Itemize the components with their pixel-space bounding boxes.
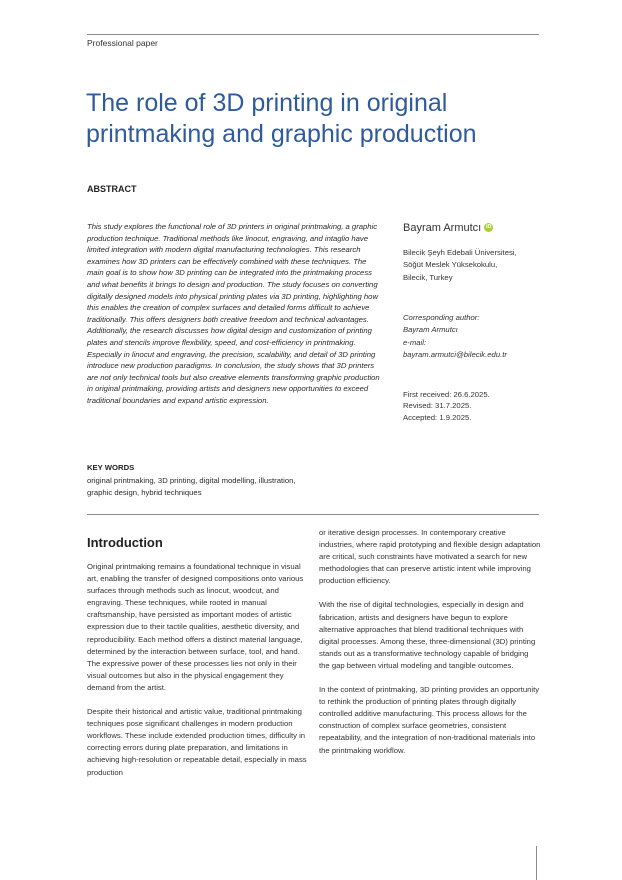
body-paragraph: With the rise of digital technologies, especially in design and fabrication, artists and designers have begun to explore alternative approaches that blend traditional techniques with digital processes. Among these, three-dimensional (3D) printing stands out as a transformative technology capable of bridging the gap between virtual modeling and tangible outcomes. — [319, 600, 536, 670]
section-divider — [87, 514, 539, 515]
date-revised: Revised: 31.7.2025. — [403, 401, 472, 411]
paper-type-label: Professional paper — [87, 38, 158, 48]
keywords-heading: KEY WORDS — [87, 463, 135, 472]
corresponding-author — [403, 312, 553, 362]
submission-dates — [403, 389, 553, 423]
email-link[interactable]: bayram.armutci@bilecik.edu.tr — [403, 350, 507, 360]
paper-title: The role of 3D printing in original printmaking and graphic production — [86, 89, 477, 148]
affiliation-line: Bilecik, Turkey — [403, 272, 453, 282]
affiliation-line: Bilecik Şeyh Edebali Üniversitesi, — [403, 248, 517, 257]
body-column-right — [319, 527, 541, 769]
corresponding-name: Bayram Armutcı — [403, 325, 458, 335]
body-paragraph: or iterative design processes. In contemporary creative industries, where rapid prototyping and flexible design adaptation are critical, such constraints have motivated a search for new methodologies that can preserve artistic intent while improving production efficiency. — [319, 528, 541, 586]
abstract-text: This study explores the functional role of 3D printers in original printmaking, a graphic production technique. Traditional methods like linocut, engraving, and intaglio have limited integration with modern digital manufacturing technologies. This research examines how 3D printers can be effectively combined with these techniques. The main goal is to show how 3D printing can be integrated into the printmaking process and what benefits it brings to design and production. The study focuses on converting digitally designed models into physical printing plates via 3D printing, highlighting how this enables the creation of complex surfaces and detailed forms difficult to achieve traditionally. This offers designers both creative freedom and technical advantages. Additionally, the research discusses how digital design and customization of printing plates and stencils improve flexibility, speed, and cost-efficiency in printmaking. Especially in linocut and engraving, the precision, scalability, and detail of 3D printing introduce new production paradigms. In conclusion, the study shows that 3D printers are not only technical tools but also creative elements transforming graphic production in original printmaking, providing artists and designers new opportunities to exceed traditional boundaries and expand artistic expression. — [87, 222, 380, 405]
top-divider — [87, 34, 539, 35]
body-paragraph: Original printmaking remains a foundational technique in visual art, enabling the transfer of designed compositions onto various surfaces through methods such as linocut, woodcut, and engraving. These techniques, while rooted in manual craftsmanship, have persisted as important modes of artistic expression due to their tactile qualities, aesthetic diversity, and reproducibility. Each method offers a distinct material language, determined by the interaction between surface, tool, and hand. The expressive power of these processes lies not only in their visual outcomes but also in the physical engagement they demand from the artist. — [87, 562, 304, 692]
body-paragraph: In the context of printmaking, 3D printing provides an opportunity to rethink the production of printing plates through digitally controlled additive manufacturing. This process allows for the construction of complex surface geometries, consistent repeatability, and the integration of non-traditional materials into the printmaking workflow. — [319, 685, 540, 755]
corresponding-label: Corresponding author: — [403, 313, 480, 322]
affiliation-line: Söğüt Meslek Yüksekokulu, — [403, 260, 498, 270]
author-affiliation — [403, 247, 553, 284]
body-column-left — [87, 561, 309, 791]
body-paragraph: Despite their historical and artistic value, traditional printmaking techniques pose significant challenges in modern production workflows. These include extended production times, difficulty in correcting errors during plate preparation, and limitations in achieving high-resolution or repeatable detail, especially in mass production — [87, 707, 307, 777]
date-accepted: Accepted: 1.9.2025. — [403, 412, 472, 422]
page-edge-rule — [536, 846, 537, 880]
introduction-heading: Introduction — [87, 535, 163, 550]
orcid-icon[interactable]: iD — [486, 224, 492, 231]
keywords-text: original printmaking, 3D printing, digital modelling, illustration, graphic design, hybrid techniques — [87, 476, 296, 497]
author-name: Bayram Armutcı — [403, 221, 482, 234]
abstract-heading: ABSTRACT — [87, 184, 137, 194]
email-label: e-mail: — [403, 337, 427, 347]
author-block — [403, 219, 553, 237]
date-received: First received: 26.6.2025. — [403, 390, 490, 399]
